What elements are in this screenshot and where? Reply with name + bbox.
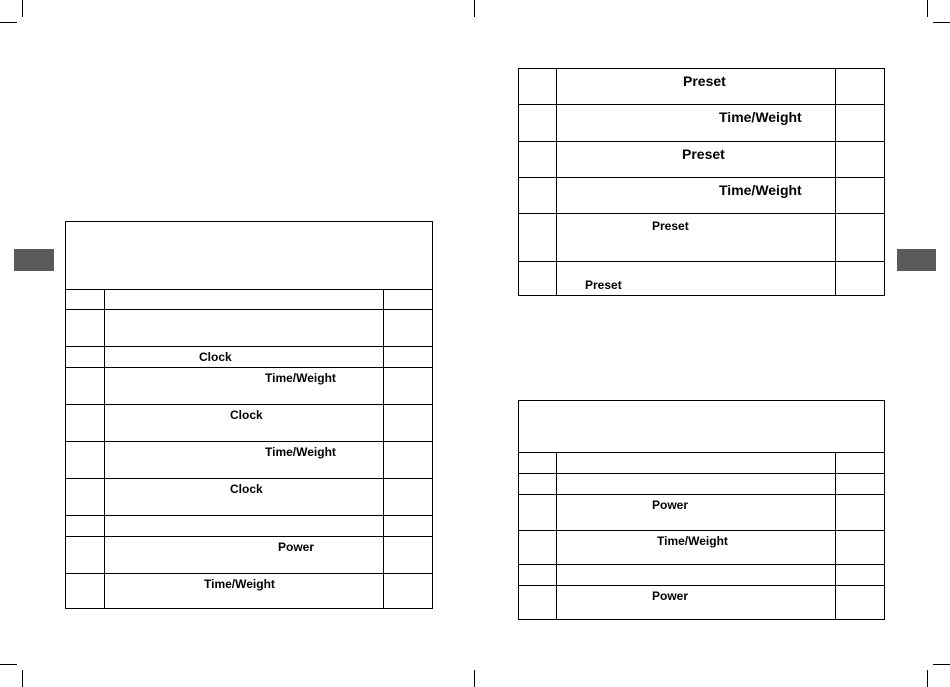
keyword-label: Power bbox=[278, 540, 315, 554]
keyword-label: Power bbox=[652, 589, 689, 603]
crop-mark bbox=[474, 670, 475, 687]
crop-mark bbox=[933, 664, 950, 665]
table-row bbox=[519, 531, 885, 565]
crop-mark bbox=[0, 22, 17, 23]
table-row bbox=[519, 474, 885, 495]
table-row bbox=[66, 405, 433, 442]
table-row bbox=[519, 401, 885, 453]
keyword-label: Clock bbox=[199, 350, 232, 364]
keyword-label: Time/Weight bbox=[265, 371, 336, 385]
table-row bbox=[66, 516, 433, 537]
keyword-label: Preset bbox=[585, 278, 622, 292]
table-row bbox=[519, 495, 885, 531]
crop-mark bbox=[22, 0, 23, 17]
keyword-label: Time/Weight bbox=[657, 534, 728, 548]
crop-mark bbox=[474, 0, 475, 17]
left-table bbox=[65, 221, 433, 609]
right-bottom-table bbox=[518, 400, 885, 620]
keyword-label: Time/Weight bbox=[204, 577, 275, 591]
keyword-label: Time/Weight bbox=[719, 182, 802, 198]
crop-mark bbox=[927, 0, 928, 17]
crop-mark bbox=[933, 22, 950, 23]
crop-mark bbox=[0, 664, 17, 665]
keyword-label: Time/Weight bbox=[719, 109, 802, 125]
table-row bbox=[519, 105, 885, 142]
table-row bbox=[66, 368, 433, 405]
table-row bbox=[66, 347, 433, 368]
page-tab-left bbox=[14, 249, 54, 271]
crop-mark bbox=[22, 670, 23, 687]
table-row bbox=[66, 442, 433, 479]
table-header-cell bbox=[519, 401, 885, 453]
table-row bbox=[519, 142, 885, 178]
table-row bbox=[66, 290, 433, 310]
table-row bbox=[519, 586, 885, 620]
keyword-label: Clock bbox=[230, 408, 263, 422]
table-row bbox=[519, 69, 885, 105]
right-top-table bbox=[518, 68, 885, 296]
table-row bbox=[66, 479, 433, 516]
table-row bbox=[519, 565, 885, 586]
table-row bbox=[519, 262, 885, 296]
table-row bbox=[66, 310, 433, 347]
table-row bbox=[66, 537, 433, 574]
table-header-cell bbox=[66, 222, 433, 290]
table-row bbox=[519, 178, 885, 214]
keyword-label: Time/Weight bbox=[265, 445, 336, 459]
keyword-label: Preset bbox=[683, 73, 726, 89]
crop-mark bbox=[927, 670, 928, 687]
keyword-label: Preset bbox=[652, 219, 689, 233]
keyword-label: Preset bbox=[682, 146, 725, 162]
table-row bbox=[66, 574, 433, 609]
table-row bbox=[66, 222, 433, 290]
table-row bbox=[519, 453, 885, 474]
keyword-label: Power bbox=[652, 498, 689, 512]
keyword-label: Clock bbox=[230, 482, 263, 496]
table-row bbox=[519, 214, 885, 262]
page-tab-right bbox=[897, 249, 936, 271]
